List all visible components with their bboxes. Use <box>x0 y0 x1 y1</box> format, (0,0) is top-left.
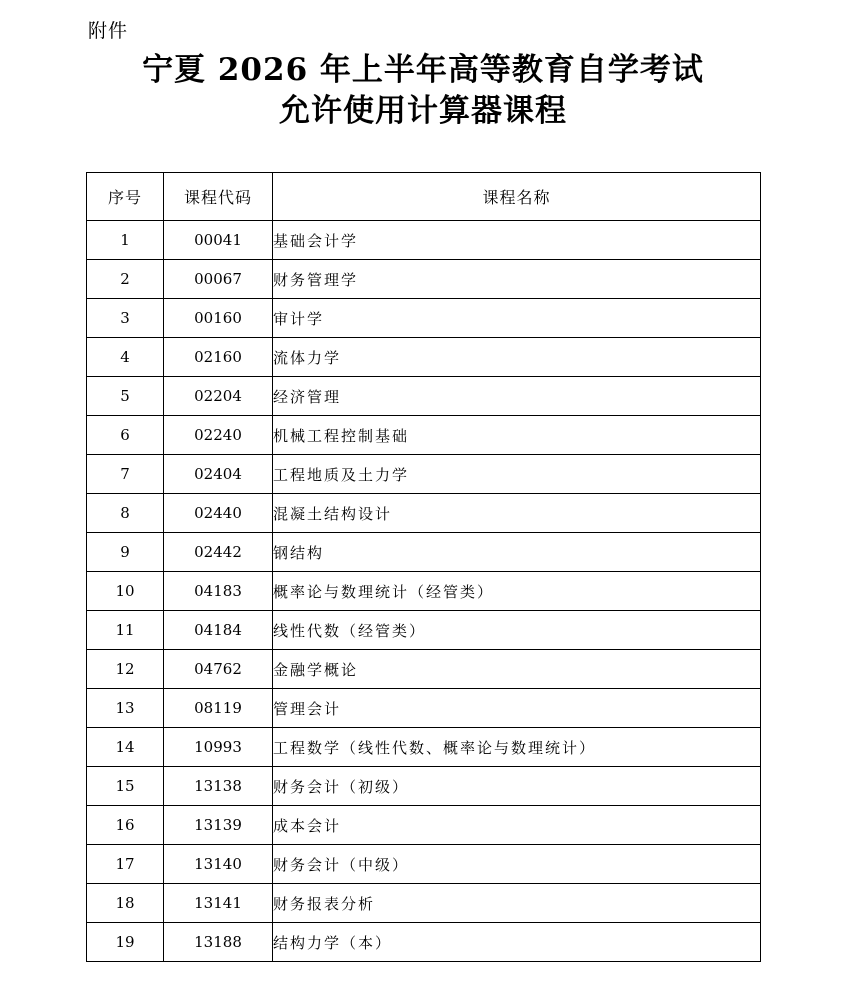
cell-course-code: 13141 <box>164 884 273 923</box>
cell-course-code: 13138 <box>164 767 273 806</box>
cell-course-code: 02204 <box>164 377 273 416</box>
cell-course-code: 04762 <box>164 650 273 689</box>
table-row <box>87 572 761 611</box>
cell-course-code: 00160 <box>164 299 273 338</box>
table-row <box>87 728 761 767</box>
cell-seq: 2 <box>87 260 164 299</box>
cell-course-name: 财务会计（中级） <box>273 845 761 884</box>
cell-seq: 19 <box>87 923 164 962</box>
table-row <box>87 923 761 962</box>
cell-course-code: 08119 <box>164 689 273 728</box>
cell-seq: 5 <box>87 377 164 416</box>
cell-course-code: 10993 <box>164 728 273 767</box>
cell-course-code: 02442 <box>164 533 273 572</box>
cell-course-code: 00067 <box>164 260 273 299</box>
table-row <box>87 377 761 416</box>
table-header-row <box>87 173 761 221</box>
table-row <box>87 455 761 494</box>
cell-seq: 10 <box>87 572 164 611</box>
table-row <box>87 338 761 377</box>
cell-course-code: 13139 <box>164 806 273 845</box>
cell-course-code: 02240 <box>164 416 273 455</box>
course-table <box>86 172 761 962</box>
cell-seq: 9 <box>87 533 164 572</box>
cell-course-name: 审计学 <box>273 299 761 338</box>
cell-course-code: 13188 <box>164 923 273 962</box>
cell-course-name: 财务报表分析 <box>273 884 761 923</box>
cell-course-code: 00041 <box>164 221 273 260</box>
table-row <box>87 260 761 299</box>
cell-course-code: 02404 <box>164 455 273 494</box>
cell-course-code: 04184 <box>164 611 273 650</box>
cell-seq: 4 <box>87 338 164 377</box>
table-row <box>87 221 761 260</box>
column-header-name: 课程名称 <box>273 173 761 221</box>
cell-seq: 1 <box>87 221 164 260</box>
table-row <box>87 611 761 650</box>
table-row <box>87 845 761 884</box>
cell-course-name: 概率论与数理统计（经管类） <box>273 572 761 611</box>
table-row <box>87 494 761 533</box>
cell-seq: 13 <box>87 689 164 728</box>
column-header-code: 课程代码 <box>164 173 273 221</box>
cell-course-name: 金融学概论 <box>273 650 761 689</box>
cell-course-name: 线性代数（经管类） <box>273 611 761 650</box>
cell-course-code: 02440 <box>164 494 273 533</box>
cell-course-name: 结构力学（本） <box>273 923 761 962</box>
table-row <box>87 767 761 806</box>
document-title-line-2: 允许使用计算器课程 <box>279 93 567 129</box>
cell-seq: 17 <box>87 845 164 884</box>
cell-course-code: 13140 <box>164 845 273 884</box>
table-row <box>87 416 761 455</box>
cell-seq: 11 <box>87 611 164 650</box>
table-row <box>87 650 761 689</box>
cell-seq: 12 <box>87 650 164 689</box>
table-row <box>87 884 761 923</box>
document-title-line-1: 宁夏 2026 年上半年高等教育自学考试 <box>142 52 704 88</box>
cell-seq: 8 <box>87 494 164 533</box>
table-row <box>87 299 761 338</box>
attachment-label: 附件 <box>88 20 129 42</box>
cell-course-name: 流体力学 <box>273 338 761 377</box>
cell-course-name: 基础会计学 <box>273 221 761 260</box>
cell-course-name: 钢结构 <box>273 533 761 572</box>
cell-seq: 14 <box>87 728 164 767</box>
table-row <box>87 533 761 572</box>
cell-course-code: 02160 <box>164 338 273 377</box>
column-header-seq: 序号 <box>87 173 164 221</box>
cell-course-name: 成本会计 <box>273 806 761 845</box>
cell-seq: 3 <box>87 299 164 338</box>
cell-course-name: 工程地质及土力学 <box>273 455 761 494</box>
cell-course-name: 机械工程控制基础 <box>273 416 761 455</box>
cell-seq: 18 <box>87 884 164 923</box>
cell-seq: 15 <box>87 767 164 806</box>
cell-course-name: 混凝土结构设计 <box>273 494 761 533</box>
cell-course-code: 04183 <box>164 572 273 611</box>
cell-seq: 7 <box>87 455 164 494</box>
cell-seq: 16 <box>87 806 164 845</box>
cell-course-name: 财务管理学 <box>273 260 761 299</box>
cell-seq: 6 <box>87 416 164 455</box>
cell-course-name: 工程数学（线性代数、概率论与数理统计） <box>273 728 761 767</box>
table-row <box>87 806 761 845</box>
cell-course-name: 管理会计 <box>273 689 761 728</box>
cell-course-name: 财务会计（初级） <box>273 767 761 806</box>
table-row <box>87 689 761 728</box>
cell-course-name: 经济管理 <box>273 377 761 416</box>
